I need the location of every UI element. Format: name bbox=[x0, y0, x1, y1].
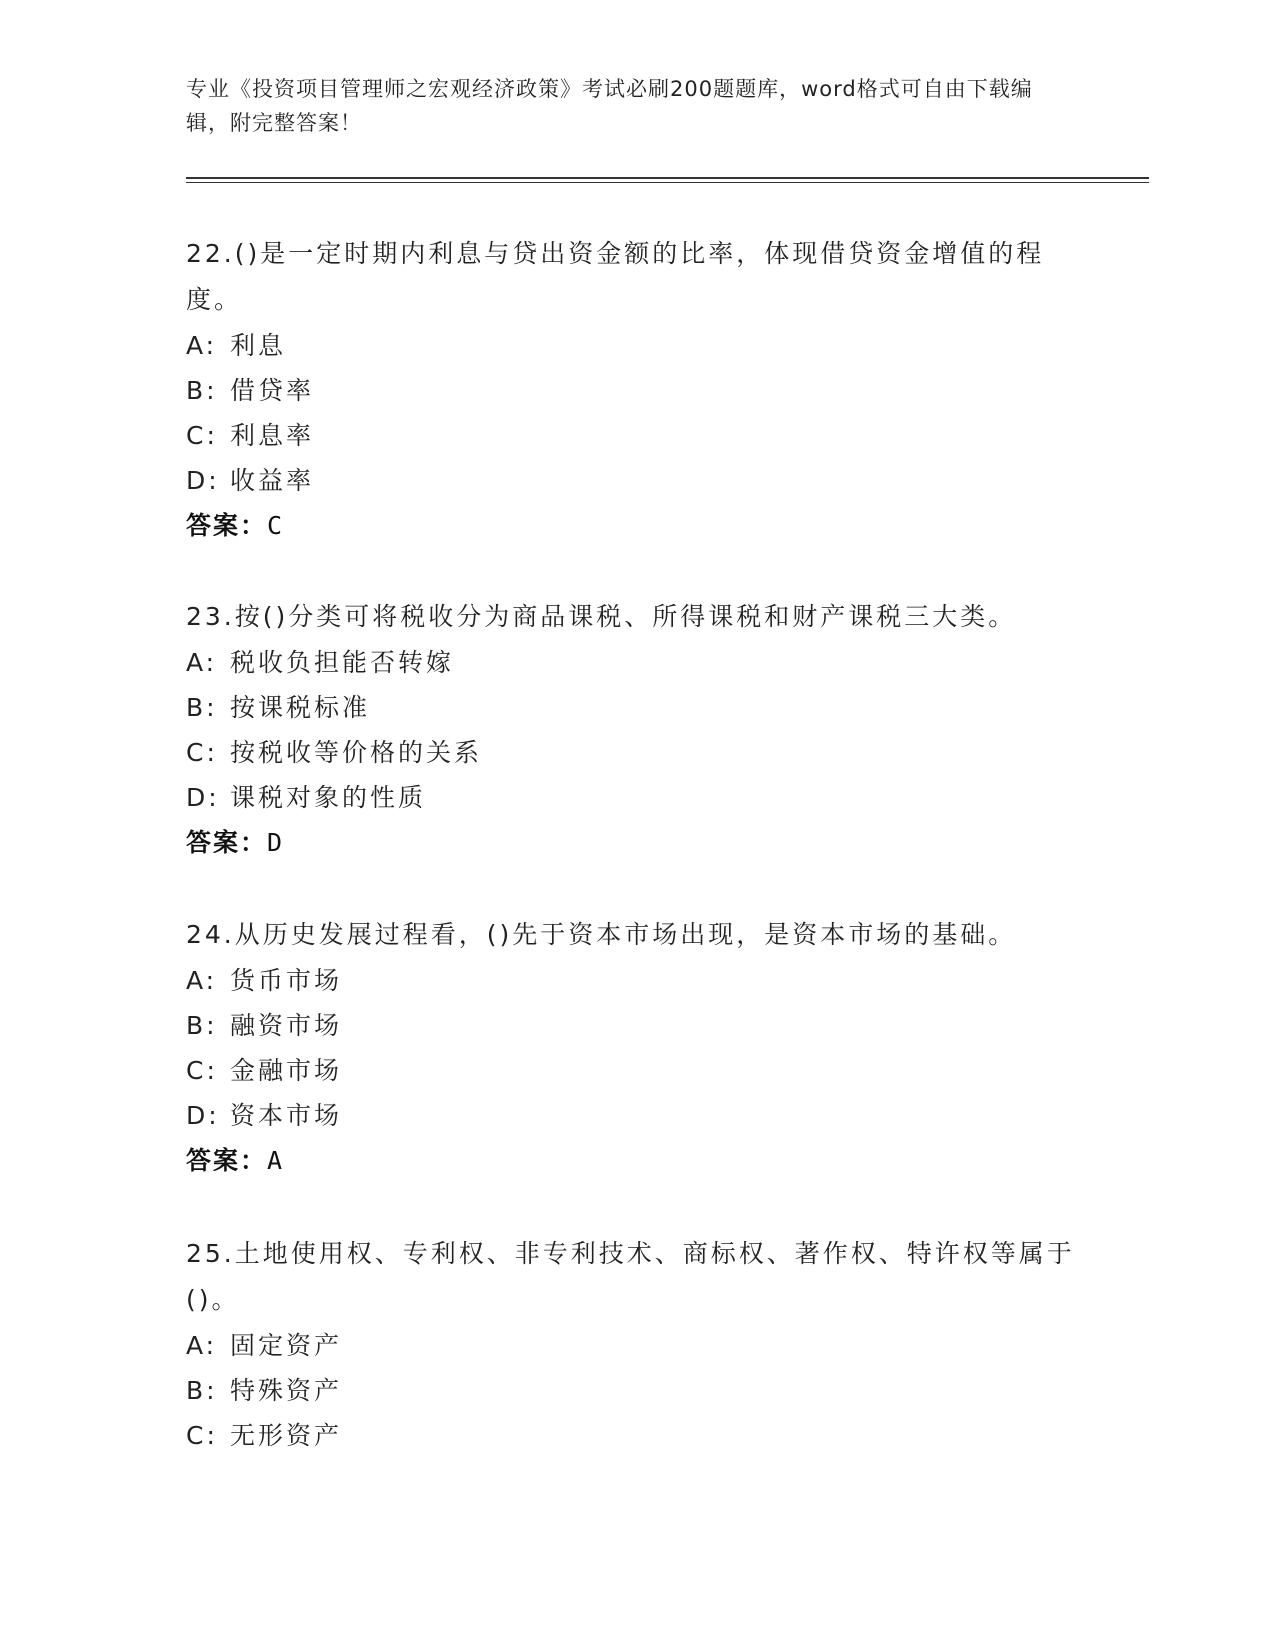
option-text: 借贷率 bbox=[230, 376, 315, 405]
question-22 bbox=[186, 231, 1086, 549]
option-text: 金融市场 bbox=[230, 1056, 343, 1085]
option-letter: A: bbox=[186, 331, 218, 360]
question-25 bbox=[186, 1231, 1086, 1458]
answer-line bbox=[186, 503, 1086, 549]
option-text: 税收负担能否转嫁 bbox=[230, 648, 455, 677]
answer-value: C bbox=[267, 511, 285, 540]
answer-line bbox=[186, 1138, 1086, 1184]
option-letter: D: bbox=[186, 466, 220, 495]
option-letter: B: bbox=[186, 693, 218, 722]
answer-label: 答案： bbox=[186, 828, 268, 857]
option-text: 按税收等价格的关系 bbox=[230, 738, 483, 767]
option-text: 特殊资产 bbox=[230, 1376, 343, 1405]
option-text: 货币市场 bbox=[230, 966, 343, 995]
option-c bbox=[186, 413, 1086, 458]
option-a bbox=[186, 1323, 1086, 1368]
option-d bbox=[186, 458, 1086, 503]
answer-value: A bbox=[267, 1146, 285, 1175]
option-text: 融资市场 bbox=[230, 1011, 343, 1040]
document-header: 专业《投资项目管理师之宏观经济政策》考试必刷200题题库，word格式可自由下载编辑，附完整答案！ bbox=[186, 77, 1033, 135]
option-text: 资本市场 bbox=[230, 1101, 343, 1130]
option-a bbox=[186, 640, 1086, 685]
option-letter: A: bbox=[186, 1331, 218, 1360]
option-b bbox=[186, 685, 1086, 730]
question-23 bbox=[186, 594, 1086, 866]
option-b bbox=[186, 1003, 1086, 1048]
option-letter: D: bbox=[186, 783, 220, 812]
option-letter: C: bbox=[186, 421, 218, 450]
answer-value: D bbox=[267, 828, 285, 857]
option-c bbox=[186, 1413, 1086, 1458]
question-24 bbox=[186, 912, 1086, 1184]
option-text: 收益率 bbox=[230, 466, 315, 495]
option-letter: C: bbox=[186, 738, 218, 767]
option-text: 利息率 bbox=[230, 421, 315, 450]
option-b bbox=[186, 1368, 1086, 1413]
option-letter: D: bbox=[186, 1101, 220, 1130]
option-d bbox=[186, 775, 1086, 820]
option-text: 按课税标准 bbox=[230, 693, 371, 722]
answer-line bbox=[186, 820, 1086, 866]
answer-label: 答案： bbox=[186, 1146, 268, 1175]
header-rule-thick bbox=[186, 177, 1149, 179]
question-stem: 24.从历史发展过程看，()先于资本市场出现，是资本市场的基础。 bbox=[186, 920, 1017, 949]
option-c bbox=[186, 730, 1086, 775]
option-letter: A: bbox=[186, 648, 218, 677]
option-text: 无形资产 bbox=[230, 1421, 343, 1450]
option-b bbox=[186, 368, 1086, 413]
option-a bbox=[186, 958, 1086, 1003]
option-text: 课税对象的性质 bbox=[230, 783, 427, 812]
option-c bbox=[186, 1048, 1086, 1093]
header-rule-thin bbox=[186, 182, 1149, 183]
option-a bbox=[186, 323, 1086, 368]
option-letter: C: bbox=[186, 1421, 218, 1450]
question-stem: 22.()是一定时期内利息与贷出资金额的比率，体现借贷资金增值的程度。 bbox=[186, 239, 1045, 314]
answer-label: 答案： bbox=[186, 511, 268, 540]
question-stem: 25.土地使用权、专利权、非专利技术、商标权、著作权、特许权等属于()。 bbox=[186, 1239, 1075, 1314]
option-letter: B: bbox=[186, 1011, 218, 1040]
question-stem: 23.按()分类可将税收分为商品课税、所得课税和财产课税三大类。 bbox=[186, 602, 1017, 631]
option-letter: A: bbox=[186, 966, 218, 995]
option-letter: C: bbox=[186, 1056, 218, 1085]
option-text: 利息 bbox=[230, 331, 287, 360]
option-d bbox=[186, 1093, 1086, 1138]
option-letter: B: bbox=[186, 1376, 218, 1405]
option-letter: B: bbox=[186, 376, 218, 405]
option-text: 固定资产 bbox=[230, 1331, 343, 1360]
